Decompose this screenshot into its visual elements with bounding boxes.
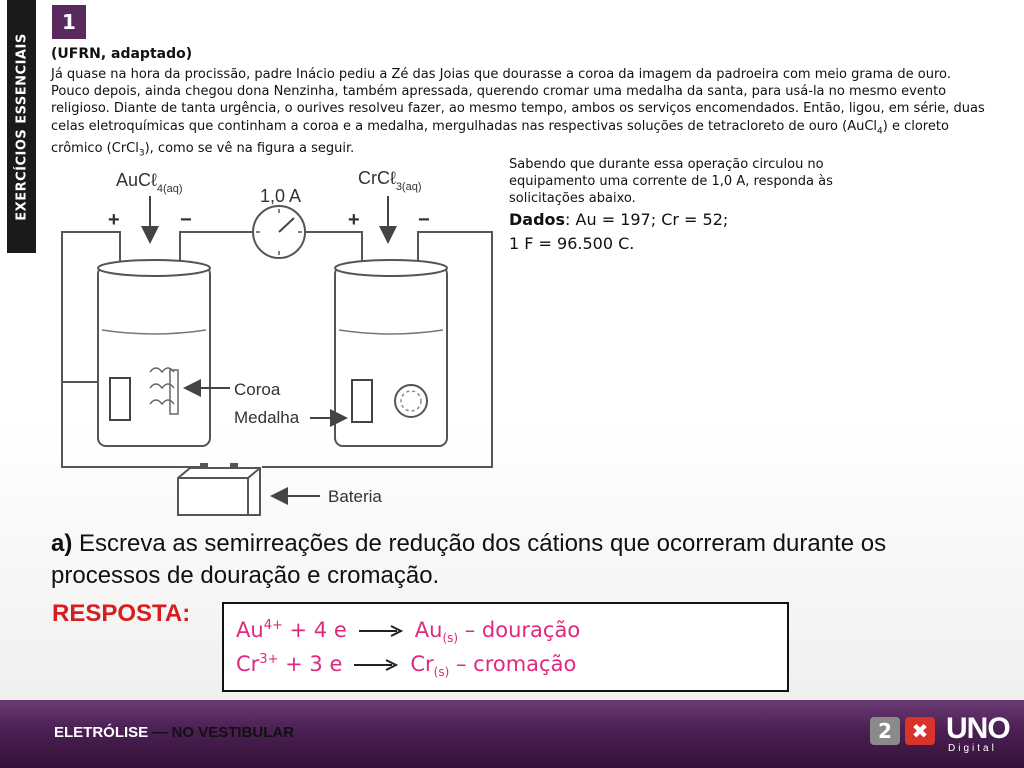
- instruction-text: Sabendo que durante essa operação circulou no equipamento uma corrente de 1,0 A, responda às solicitações abaixo.: [509, 157, 833, 206]
- question-source: (UFRN, adaptado): [51, 46, 193, 62]
- minus-sign: −: [418, 209, 430, 231]
- answer-box: [222, 602, 789, 692]
- given-data: [509, 208, 829, 256]
- plus-sign: +: [348, 209, 360, 231]
- answer-label: RESPOSTA:: [52, 600, 191, 627]
- chromium-solution-label: CrCℓ$_{3(aq)}$: [358, 168, 422, 193]
- section-tab: [7, 0, 36, 253]
- medal-icon: [395, 385, 427, 417]
- brand-logo: UNO: [946, 712, 1010, 745]
- question-a-letter: a): [51, 530, 73, 557]
- question-number-badge: 1: [52, 5, 86, 39]
- section-tab-label: EXERCÍCIOS ESSENCIAIS: [14, 32, 29, 221]
- beaker-gold: [98, 260, 210, 446]
- given-data-label: Dados: [509, 210, 566, 229]
- ammeter-label: 1,0 A: [260, 186, 302, 206]
- question-a: [51, 528, 951, 592]
- answer-equation-gold: $Au^{4+} + 4$ e $Au_{(s)}$ – douração: [236, 618, 581, 646]
- footer-title: ELETRÓLISE — NO VESTIBULAR: [54, 724, 295, 741]
- answer-equation-chromium: $Cr^{3+} + 3$ e $Cr_{(s)}$ – cromação: [236, 652, 577, 680]
- battery-label: Bateria: [328, 487, 382, 506]
- beaker-chromium: [335, 260, 447, 446]
- medal-label: Medalha: [234, 408, 300, 427]
- intro-text-3: ), como se vê na figura a seguir.: [144, 141, 355, 157]
- plus-sign: +: [108, 209, 120, 231]
- brand-logo-sub: Digital: [948, 743, 997, 754]
- intro-text-2: ) e cloreto crômico (CrCl: [51, 118, 949, 157]
- question-a-text: Escreva as semirreações de redução dos cátions que ocorreram durante os processos de douração e cromação.: [51, 530, 887, 589]
- logo-x-icon: ✖: [905, 717, 935, 745]
- gold-solution-label: AuCℓ$_{4(aq)}$: [116, 170, 183, 195]
- question-intro: [51, 66, 991, 163]
- electrolysis-diagram: [50, 160, 510, 525]
- minus-sign: −: [180, 209, 192, 231]
- intro-sub-2: 3: [138, 149, 145, 159]
- arrow-icon: [354, 659, 398, 671]
- battery-icon: [178, 463, 260, 515]
- arrow-icon: [359, 625, 403, 637]
- given-data-line2: 1 F = 96.500 C.: [509, 234, 635, 253]
- given-data-line1: : Au = 197; Cr = 52;: [565, 210, 729, 229]
- intro-text-1: Já quase na hora da procissão, padre Inácio pediu a Zé das Joias que dourasse a coroa da imagem da padroeira com meio grama de ouro. Pouco depois, ainda chegou dona Nenzinha, também apressada, querendo cromar uma medalha da santa, para usá-la no mesmo evento religioso. Diante de tanta urgência, o ourives resolveu fazer, ao mesmo tempo, ambos os serviços encomendados. Então, ligou, em série, duas celas eletroquímicas que continham a coroa e a medalha, mergulhadas nas respectivas soluções de tetracloreto de ouro (AuCl: [51, 67, 985, 134]
- intro-sub-1: 4: [877, 126, 883, 137]
- crown-label: Coroa: [234, 380, 281, 399]
- ammeter-icon: [253, 206, 305, 258]
- logo-2-icon: 2: [870, 717, 900, 745]
- footer-bar: [0, 700, 1024, 768]
